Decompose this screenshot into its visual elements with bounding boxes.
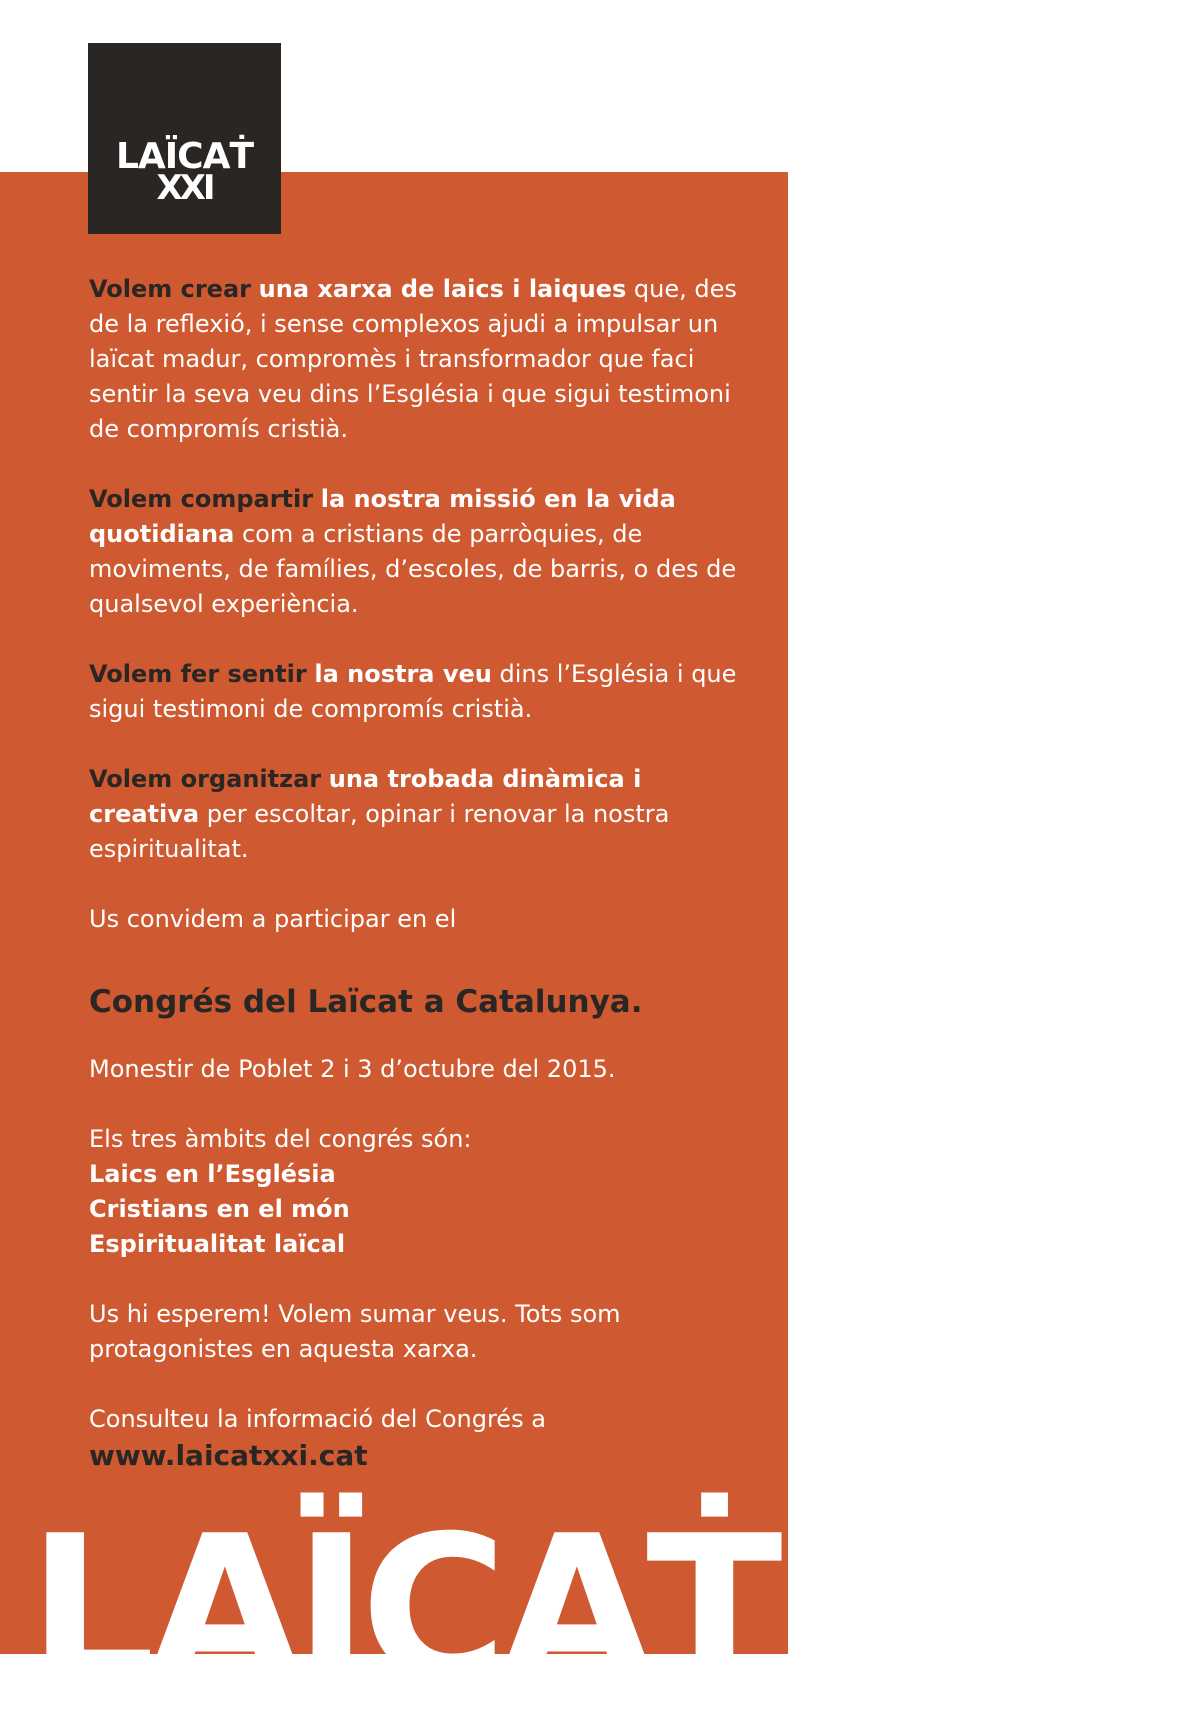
paragraph-organize xyxy=(89,762,739,867)
logo-text-xxi: XXI xyxy=(156,168,213,208)
lead-organize: Volem organitzar xyxy=(89,765,322,793)
scope-item: Laics en l’Església xyxy=(89,1160,336,1188)
text-voice: dins l’Església i que sigui testimoni de compromís cristià. xyxy=(89,660,737,723)
flyer-content xyxy=(89,272,739,1510)
lead-voice: Volem fer sentir xyxy=(89,660,307,688)
scope-item: Cristians en el món xyxy=(89,1195,350,1223)
lead-create: Volem crear xyxy=(89,275,251,303)
website-link[interactable]: www.laicatxxi.cat xyxy=(89,1439,368,1472)
venue-date: Monestir de Poblet 2 i 3 d’octubre del 2015. xyxy=(89,1055,616,1083)
info-block xyxy=(89,1402,739,1475)
invite-text: Us convidem a participar en el xyxy=(89,905,457,933)
logo-text-laicat: LAÏCAṪ xyxy=(115,136,254,177)
lead-share: Volem compartir xyxy=(89,485,314,513)
highlight-mission: la nostra missió en la vida quotidiana xyxy=(89,485,676,548)
scopes-intro: Els tres àmbits del congrés són: xyxy=(89,1125,472,1153)
paragraph-share xyxy=(89,482,739,622)
closing-text: Us hi esperem! Volem sumar veus. Tots som protagonistes en aquesta xarxa. xyxy=(89,1300,621,1363)
scopes-block xyxy=(89,1122,739,1262)
text-create: que, des de la reflexió, i sense complexos ajudi a impulsar un laïcat madur, compromès i transformador que faci sentir la seva veu dins l’Església i que sigui testimoni de compromís cristià. xyxy=(89,275,737,443)
paragraph-voice xyxy=(89,657,739,727)
highlight-network: una xarxa de laics i laiques xyxy=(258,275,627,303)
info-text: Consulteu la informació del Congrés a xyxy=(89,1405,546,1433)
text-share: com a cristians de parròquies, de moviments, de famílies, d’escoles, de barris, o des de qualsevol experiència. xyxy=(89,520,737,618)
text-organize: per escoltar, opinar i renovar la nostra espiritualitat. xyxy=(89,800,670,863)
laicat-logo xyxy=(88,43,281,234)
highlight-voice: la nostra veu xyxy=(314,660,492,688)
scope-item: Espiritualitat laïcal xyxy=(89,1230,346,1258)
highlight-meeting: una trobada dinàmica i creativa xyxy=(89,765,642,828)
congress-title: Congrés del Laïcat a Catalunya. xyxy=(89,984,643,1020)
footer-big-logo: LAÏCAṪ XXI xyxy=(28,1493,1195,1726)
paragraph-create xyxy=(89,272,739,447)
